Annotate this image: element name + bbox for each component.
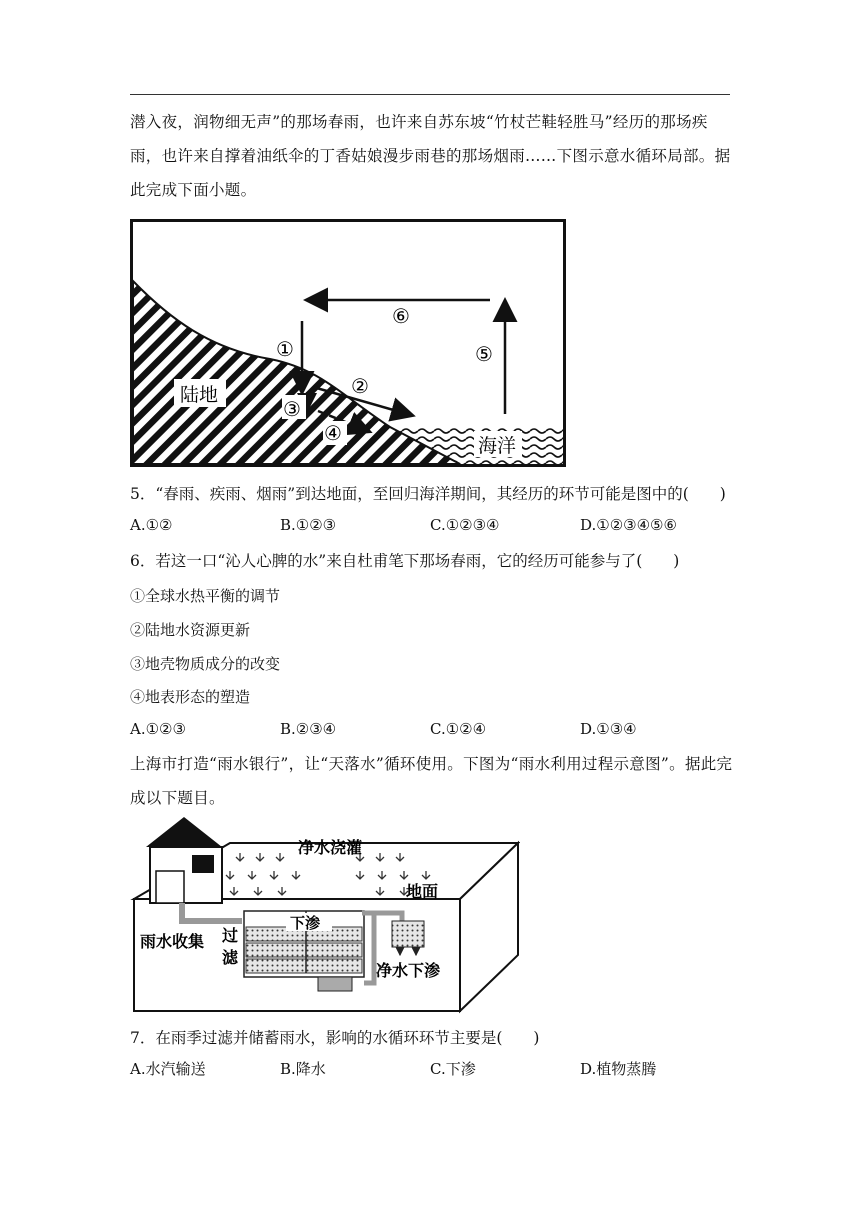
- question-5-stem: 5．“春雨、疾雨、烟雨”到达地面，至回归海洋期间，其经历的环节可能是图中的( ): [130, 485, 726, 503]
- label-1: ①: [276, 337, 294, 361]
- q5-option-a[interactable]: A.①②: [130, 516, 173, 534]
- clean-water-tank: [392, 921, 424, 947]
- q6-option-a[interactable]: A.①②③: [130, 720, 186, 738]
- rainwater-process-diagram: [130, 813, 520, 1015]
- q6-option-d[interactable]: D.①③④: [580, 720, 637, 738]
- intro-paragraph-2: 上海市打造“雨水银行”，让“天落水”循环使用。下图为“雨水利用过程示意图”。据此完成以下题目。: [130, 755, 733, 807]
- q6-statement-2: ②陆地水资源更新: [130, 621, 251, 639]
- water-cycle-diagram: [130, 219, 566, 467]
- label-3: ③: [283, 397, 301, 421]
- ocean-label: 海洋: [478, 435, 517, 457]
- question-7-stem: 7．在雨季过滤并储蓄雨水，影响的水循环环节主要是( ): [130, 1029, 540, 1047]
- label-2: ②: [351, 374, 369, 398]
- q7-option-c[interactable]: C.下渗: [430, 1060, 476, 1078]
- q5-option-c[interactable]: C.①②③④: [430, 516, 500, 534]
- q6-statement-4: ④地表形态的塑造: [130, 688, 251, 706]
- q7-option-d[interactable]: D.植物蒸腾: [580, 1060, 657, 1078]
- label-filter-1: 过: [222, 926, 239, 945]
- label-filter-2: 滤: [222, 948, 239, 967]
- q5-option-b[interactable]: B.①②③: [280, 516, 337, 534]
- q6-option-c[interactable]: C.①②④: [430, 720, 487, 738]
- label-6: ⑥: [392, 304, 410, 328]
- q5-option-d[interactable]: D.①②③④⑤⑥: [580, 516, 677, 534]
- land-label: 陆地: [180, 384, 219, 406]
- label-ground: 地面: [406, 882, 439, 901]
- q6-option-b[interactable]: B.②③④: [280, 720, 337, 738]
- intro-paragraph-1: 潜入夜，润物细无声”的那场春雨，也许来自苏东坡“竹杖芒鞋轻胜马”经历的那场疾雨，也许来自撑着油纸伞的丁香姑娘漫步雨巷的那场烟雨……下图示意水循环局部。据此完成下面小题。: [130, 113, 731, 199]
- label-4: ④: [324, 421, 342, 445]
- label-irrigation: 净水浇灌: [298, 838, 363, 857]
- label-clean-infiltration: 净水下渗: [376, 961, 441, 980]
- q6-statement-3: ③地壳物质成分的改变: [130, 655, 281, 673]
- q7-option-b[interactable]: B.降水: [280, 1060, 326, 1078]
- label-infiltration: 下渗: [290, 914, 321, 932]
- label-5: ⑤: [475, 342, 493, 366]
- q6-statement-1: ①全球水热平衡的调节: [130, 587, 281, 605]
- question-6-stem: 6．若这一口“沁人心脾的水”来自杜甫笔下那场春雨，它的经历可能参与了( ): [130, 552, 680, 570]
- header-rule: [130, 94, 730, 95]
- house-roof: [146, 817, 222, 847]
- label-collection: 雨水收集: [140, 932, 205, 951]
- q7-option-a[interactable]: A.水汽输送: [130, 1060, 206, 1078]
